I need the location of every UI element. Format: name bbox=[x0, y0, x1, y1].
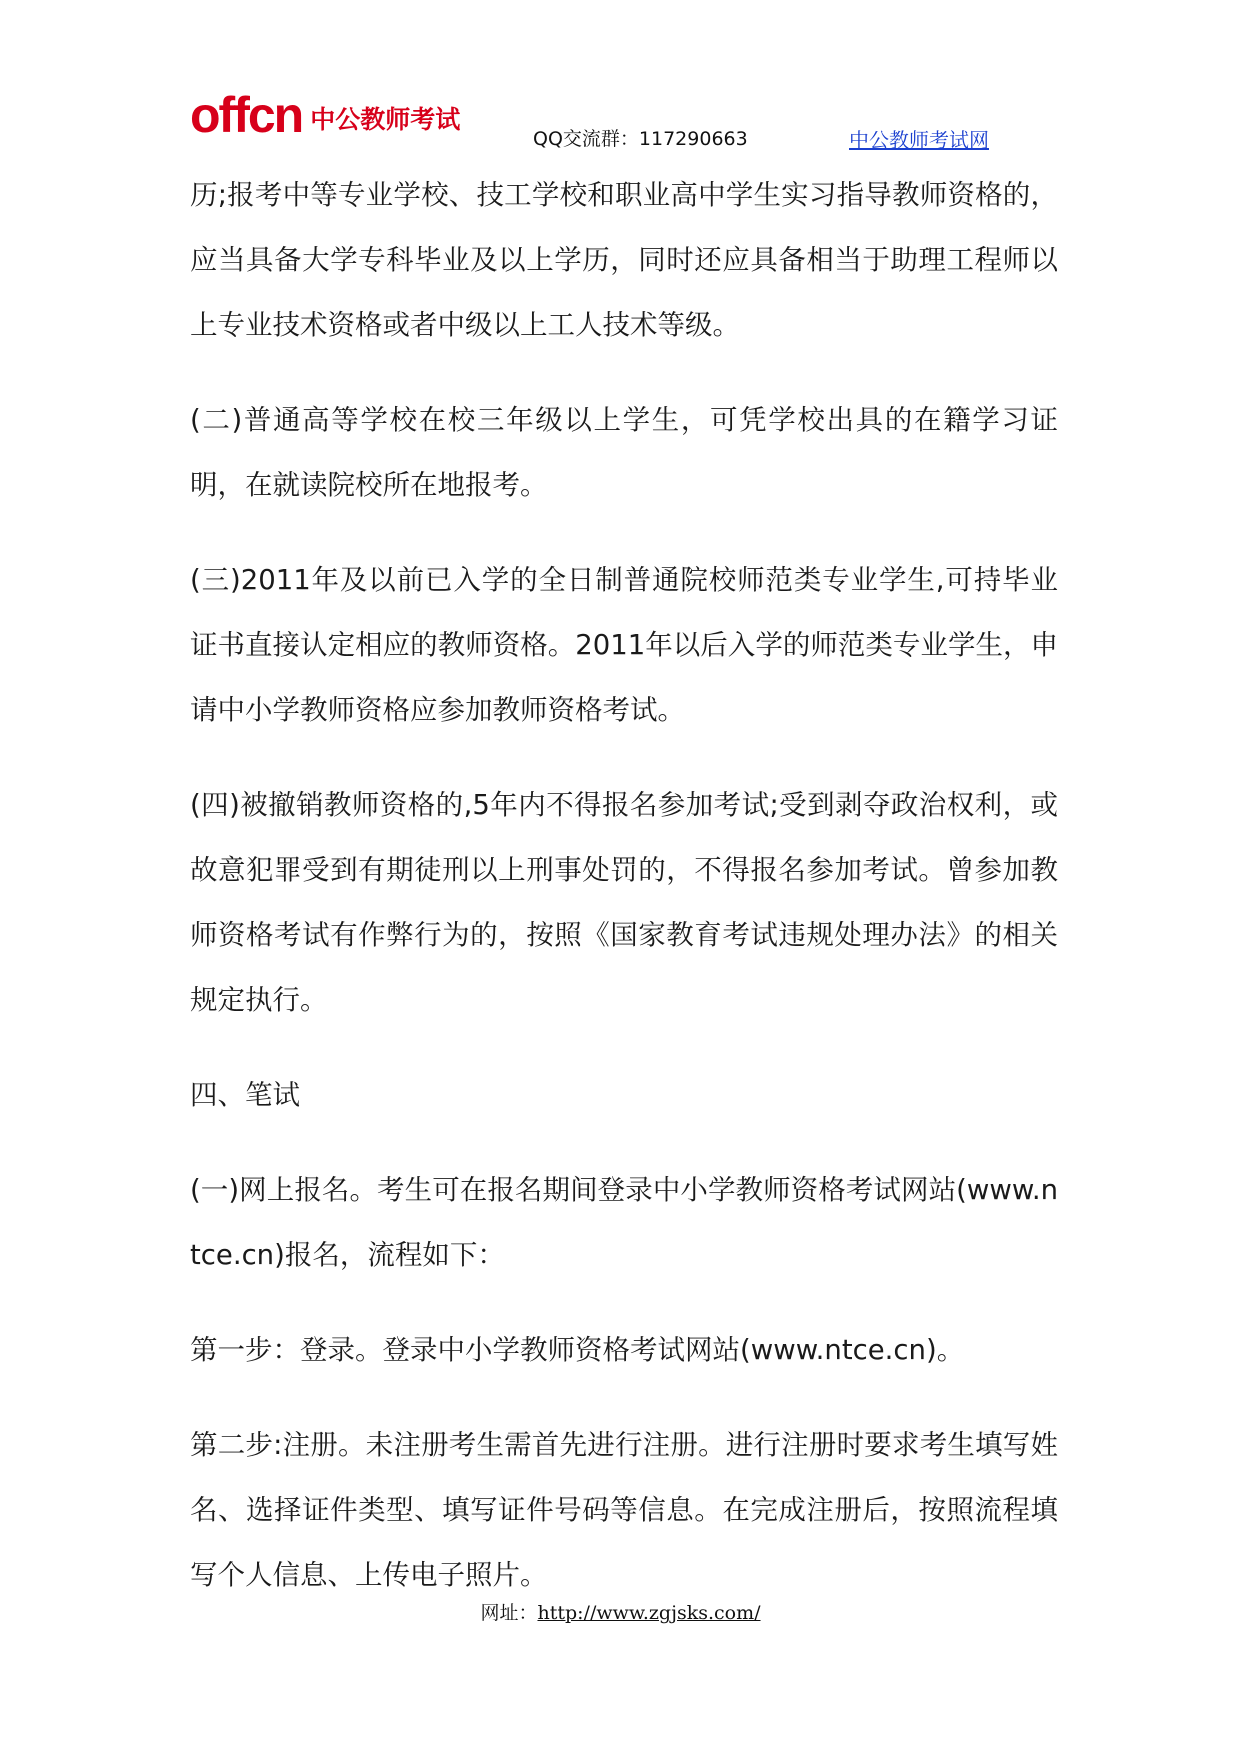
logo-cn-text: 中公教师考试 bbox=[310, 105, 461, 134]
paragraph: 历;报考中等专业学校、技工学校和职业高中学生实习指导教师资格的，应当具备大学专科毕业及以上学历，同时还应具备相当于助理工程师以上专业技术资格或者中级以上工人技术等级。 bbox=[190, 179, 1058, 341]
paragraph: (四)被撤销教师资格的,5年内不得报名参加考试;受到剥夺政治权利，或故意犯罪受到有期徒刑以上刑事处罚的，不得报名参加考试。曾参加教师资格考试有作弊行为的，按照《国家教育考试违规处理办法》的相关规定执行。 bbox=[190, 789, 1058, 1016]
paragraph: 第二步:注册。未注册考生需首先进行注册。进行注册时要求考生填写姓名、选择证件类型、填写证件号码等信息。在完成注册后，按照流程填写个人信息、上传电子照片。 bbox=[190, 1429, 1058, 1591]
paragraph: (二)普通高等学校在校三年级以上学生，可凭学校出具的在籍学习证明，在就读院校所在地报考。 bbox=[190, 404, 1058, 501]
paragraph: (一)网上报名。考生可在报名期间登录中小学教师资格考试网站(www.ntce.cn)报名，流程如下： bbox=[190, 1174, 1058, 1271]
document-body bbox=[190, 163, 1058, 1638]
section-heading: 四、笔试 bbox=[190, 1079, 300, 1111]
site-link[interactable]: 中公教师考试网 bbox=[849, 128, 989, 152]
page-header bbox=[0, 0, 1241, 160]
qq-group-text: QQ交流群：117290663 bbox=[533, 128, 748, 150]
logo-offcn-text: offcn bbox=[190, 87, 303, 143]
offcn-logo bbox=[190, 87, 461, 143]
footer-label: 网址： bbox=[480, 1602, 538, 1624]
paragraph: (三)2011年及以前已入学的全日制普通院校师范类专业学生,可持毕业证书直接认定相应的教师资格。2011年以后入学的师范类专业学生，申请中小学教师资格应参加教师资格考试。 bbox=[190, 564, 1058, 726]
paragraph: 第一步：登录。登录中小学教师资格考试网站(www.ntce.cn)。 bbox=[190, 1334, 965, 1366]
page-footer bbox=[0, 1598, 1241, 1625]
footer-url-link[interactable]: http://www.zgjsks.com/ bbox=[537, 1602, 761, 1624]
